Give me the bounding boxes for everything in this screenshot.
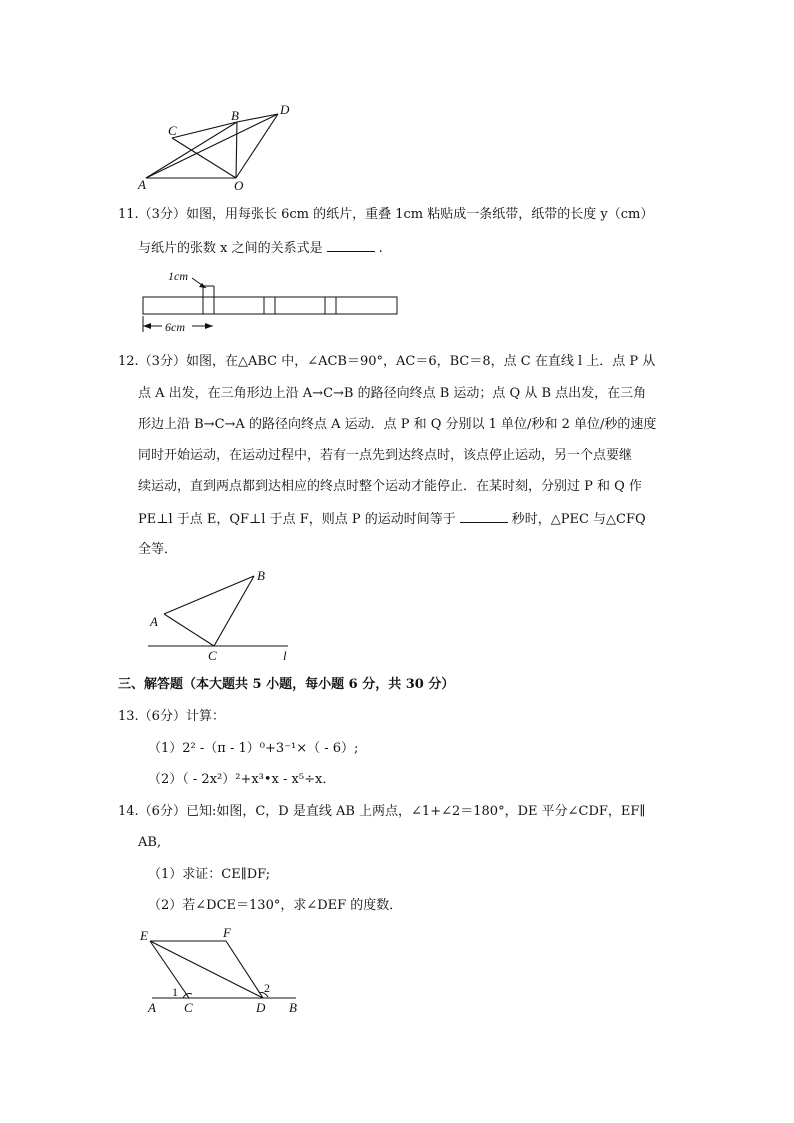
q13-part1: （1）2² -（π - 1）⁰+3⁻¹×（ - 6）; [148, 741, 359, 756]
label-d: D [280, 102, 290, 117]
q11-line2-text: 与纸片的张数 x 之间的关系式是 [138, 241, 323, 256]
label-l-12: l [283, 648, 287, 663]
figure-parallel-lines-svg [138, 922, 318, 1018]
q12-answer-blank [460, 510, 508, 523]
segment-bo [236, 122, 237, 178]
q11-line2-end: . [378, 241, 383, 256]
label-angle-1: 1 [172, 985, 178, 999]
section-3-title: 三、解答题（本大题共 5 小题，每小题 6 分，共 30 分） [118, 677, 455, 692]
figure-quadrilateral-svg [130, 100, 320, 195]
segment-ad [146, 114, 278, 178]
label-a: A [138, 177, 146, 192]
q12-line6-end: 秒时，△PEC 与△CFQ [511, 512, 646, 527]
q13-stem: 13.（6分）计算： [118, 709, 225, 724]
figure-quadrilateral-top [130, 100, 320, 195]
label-b-14: B [289, 1000, 297, 1015]
figure-parallel-lines [138, 922, 318, 1018]
q12-line4: 同时开始运动，在运动过程中，若有一点先到达终点时，该点停止运动，另一个点要继 [138, 448, 633, 463]
q14-part1: （1）求证：CE∥DF; [148, 867, 271, 882]
segment-bc-12 [214, 576, 254, 646]
segment-ab-12 [164, 576, 254, 614]
label-overlap-1cm: 1cm [168, 269, 188, 283]
label-d-14: D [256, 1000, 266, 1015]
figure-triangle-abc [140, 568, 310, 664]
segment-bd [237, 114, 278, 122]
label-a-14: A [148, 1000, 156, 1015]
q14-line2: AB, [138, 835, 162, 850]
label-angle-2: 2 [264, 981, 270, 995]
label-f-14: F [223, 925, 231, 940]
q11-answer-blank [327, 239, 375, 252]
q12-line5: 续运动，直到两点都到达相应的终点时整个运动才能停止．在某时刻，分别过 P 和 Q 作 [138, 479, 642, 494]
q12-line3: 形边上沿 B→C→A 的路径向终点 A 运动．点 P 和 Q 分别以 1 单位/秒和 2 单位/秒的速度 [138, 417, 657, 432]
label-c-12: C [208, 648, 217, 663]
label-e-14: E [140, 928, 148, 943]
label-length-6cm: 6cm [165, 320, 185, 334]
figure-triangle-abc-svg [140, 568, 310, 664]
segment-co [172, 138, 236, 178]
q12-line6-text: PE⊥l 于点 E，QF⊥l 于点 F，则点 P 的运动时间等于 [138, 512, 456, 527]
label-c-14: C [184, 1000, 193, 1015]
q12-line2: 点 A 出发，在三角形边上沿 A→C→B 的路径向终点 B 运动；点 Q 从 B 点出发，在三角 [138, 386, 647, 401]
length-arrowhead-left [143, 323, 151, 329]
segment-cb [172, 122, 237, 138]
label-b-12: B [257, 568, 265, 583]
label-c: C [168, 123, 177, 138]
figure-paper-strip-svg [140, 266, 402, 336]
segment-ec [150, 941, 189, 998]
segment-ac-12 [164, 614, 214, 646]
label-o: O [234, 178, 244, 193]
q12-line7: 全等． [138, 542, 178, 557]
q13-part2: （2）（ - 2x²）²+x³•x - x⁵÷x． [148, 772, 336, 787]
strip-outline [143, 297, 397, 314]
segment-fd [226, 941, 263, 998]
q12-line6 [0, 510, 646, 529]
figure-paper-strip [140, 266, 402, 336]
segment-ed [150, 941, 263, 998]
label-a-12: A [150, 614, 158, 629]
q12-line1: 12.（3分）如图，在△ABC 中，∠ACB＝90°，AC＝6，BC＝8，点 C 在直线 l 上．点 P 从 [118, 354, 656, 369]
label-b: B [231, 108, 239, 123]
q14-line1: 14.（6分）已知:如图，C，D 是直线 AB 上两点，∠1+∠2＝180°，DE 平分∠CDF，EF∥ [118, 804, 646, 819]
q11-line2 [0, 239, 383, 258]
q11-line1: 11.（3分）如图，用每张长 6cm 的纸片，重叠 1cm 粘贴成一条纸带，纸带的长度 y（cm） [118, 207, 654, 222]
length-arrowhead-right [205, 323, 213, 329]
q14-part2: （2）若∠DCE＝130°，求∠DEF 的度数． [148, 898, 403, 913]
